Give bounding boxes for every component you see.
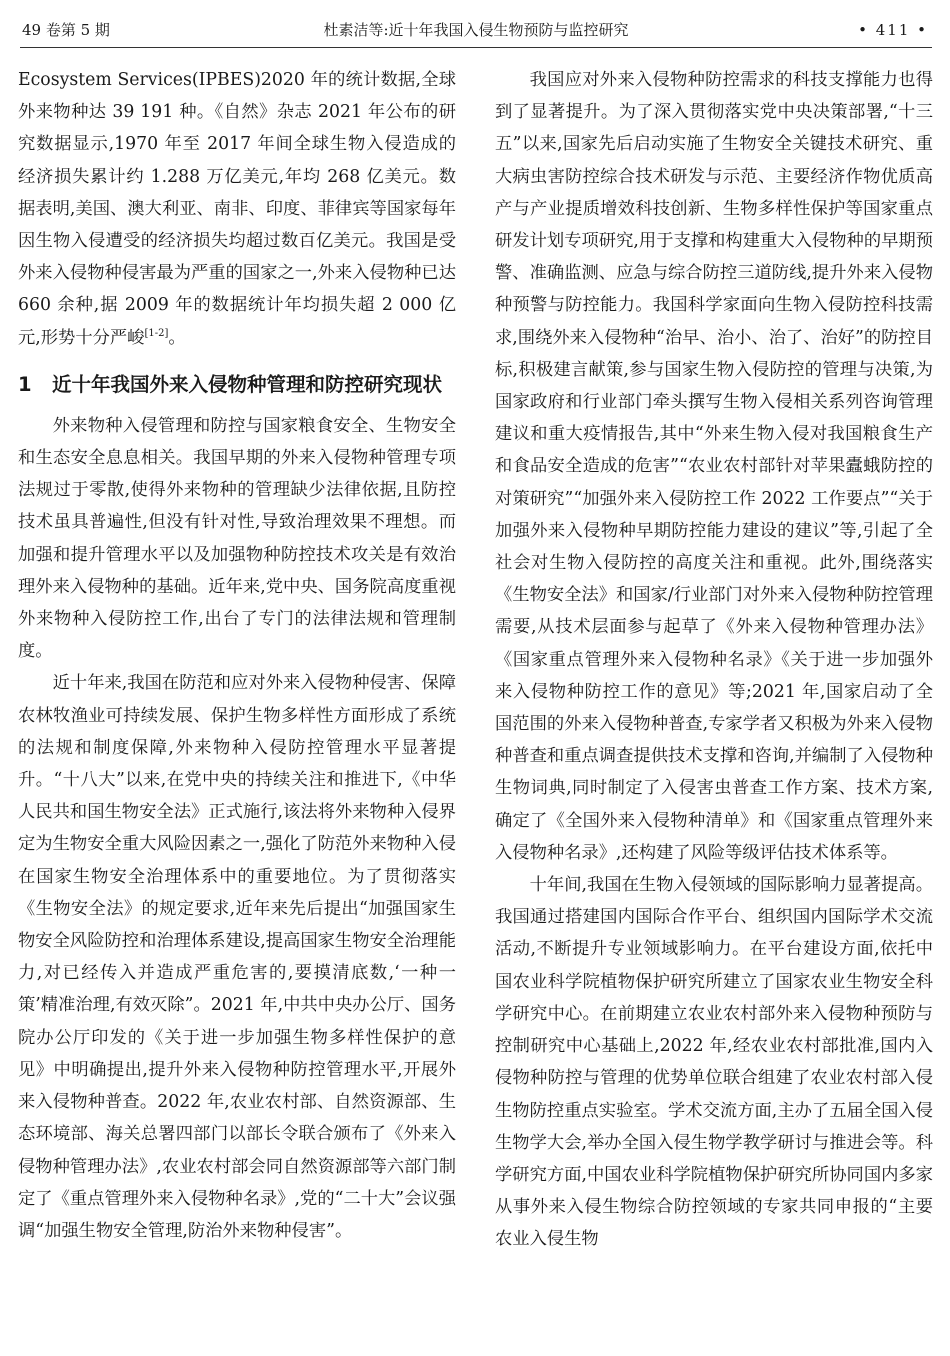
paragraph: 近十年来,我国在防范和应对外来入侵物种侵害、保障农林牧渔业可持续发展、保护生物多样性方面形成了系统的法规和制度保障,外来物种入侵防控管理水平显著提升。“十八大”以来,在党中央的持续关注和推进下,《中华人民共和国生物安全法》正式施行,该法将外来物种入侵界定为生物安全重大风险因素之一,强化了防范外来物种入侵在国家生物安全治理体系中的重要地位。为了贯彻落实《生物安全法》的规定要求,近年来先后提出“加强国家生物安全风险防控和治理体系建设,提高国家生物安全治理能力,对已经传入并造成严重危害的,要摸清底数,‘一种一策’精准治理,有效灭除”。2021 年,中共中央办公厅、国务院办公厅印发的《关于进一步加强生物多样性保护的意见》中明确提出,提升外来入侵物种防控管理水平,开展外来入侵物种普查。2022 年,农业农村部、自然资源部、生态环境部、海关总署四部门以部长令联合颁布了《外来入侵物种管理办法》,农业农村部会同自然资源部等六部门制定了《重点管理外来入侵物种名录》,党的“二十大”会议强调“加强生物安全管理,防治外来物种侵害”。 xyxy=(18,673,456,1241)
section-number: 1 xyxy=(18,372,32,396)
right-column xyxy=(495,64,933,1349)
header-divider xyxy=(20,47,932,48)
paragraph: 外来物种入侵管理和防控与国家粮食安全、生物安全和生态安全息息相关。我国早期的外来入侵物种管理专项法规过于零散,使得外来物种的管理缺少法律依据,且防控技术虽具普遍性,但没有针对性,导致治理效果不理想。而加强和提升管理水平以及加强物种防控技术攻关是有效治理外来入侵物种的基础。近年来,党中央、国务院高度重视外来物种入侵防控工作,出台了专门的法律法规和管理制度。 xyxy=(18,415,456,662)
volume-issue: 49 卷第 5 期 xyxy=(22,21,110,39)
paragraph-end: 。 xyxy=(168,327,186,348)
left-column xyxy=(18,64,456,1349)
running-title: 杜素洁等:近十年我国入侵生物预防与监控研究 xyxy=(323,21,629,39)
paragraph: 十年间,我国在生物入侵领域的国际影响力显著提高。我国通过搭建国内国际合作平台、组织国内国际学术交流活动,不断提升专业领域影响力。在平台建设方面,依托中国农业科学院植物保护研究所建立了国家农业生物安全科学研究中心。在前期建立农业农村部外来入侵物种预防与控制研究中心基础上,2022 年,经农业农村部批准,国内入侵物种防控与管理的优势单位联合组建了农业农村部入侵生物防控重点实验室。学术交流方面,主办了五届全国入侵生物学大会,举办全国入侵生物学教学研讨与推进会等。科学研究方面,中国农业科学院植物保护研究所协同国内多家从事外来入侵生物综合防控领域的专家共同申报的“主要农业入侵生物 xyxy=(495,875,933,1250)
section-title: 近十年我国外来入侵物种管理和防控研究现状 xyxy=(52,372,443,396)
running-header xyxy=(20,14,932,46)
paragraph xyxy=(18,64,456,354)
paragraph-text: Ecosystem Services(IPBES)2020 年的统计数据,全球外来物种达 39 191 种。《自然》杂志 2021 年公布的研究数据显示,1970 年至 2017 年间全球生物入侵造成的经济损失累计约 1.288 万亿美元,年均 268 亿美元。数据表明,美国、澳大利亚、南非、印度、菲律宾等国家每年因生物入侵遭受的经济损失均超过数百亿美元。我国是受外来入侵物种侵害最为严重的国家之一,外来入侵物种已达 660 余种,据 2009 年的数据统计年均损失超 2 000 亿元,形势十分严峻 xyxy=(18,70,456,348)
paragraph: 我国应对外来入侵物种防控需求的科技支撑能力也得到了显著提升。为了深入贯彻落实党中央决策部署,“十三五”以来,国家先后启动实施了生物安全关键技术研究、重大病虫害防控综合技术研发与示范、主要经济作物优质高产与产业提质增效科技创新、生物多样性保护等国家重点研发计划专项研究,用于支撑和构建重大入侵物种的早期预警、准确监测、应急与综合防控三道防线,提升外来入侵物种预警与防控能力。我国科学家面向生物入侵防控科技需求,围绕外来入侵物种“治早、治小、治了、治好”的防控目标,积极建言献策,参与国家生物入侵防控的管理与决策,为国家政府和行业部门牵头撰写生物入侵相关系列咨询管理建议和重大疫情报告,其中“外来生物入侵对我国粮食生产和食品安全造成的危害”“农业农村部针对苹果蠹蛾防控的对策研究”“加强外来入侵防控工作 2022 工作要点”“关于加强外来入侵物种早期防控能力建设的建议”等,引起了全社会对生物入侵防控的高度关注和重视。此外,围绕落实《生物安全法》和国家/行业部门对外来入侵物种防控管理需要,从技术层面参与起草了《外来入侵物种管理办法》《国家重点管理外来入侵物种名录》《关于进一步加强外来入侵物种防控工作的意见》等;2021 年,国家启动了全国范围的外来入侵物种普查,专家学者又积极为外来入侵物种普查和重点调查提供技术支撑和咨询,并编制了入侵物种生物词典,同时制定了入侵害虫普查工作方案、技术方案,确定了《全国外来入侵物种清单》和《国家重点管理外来入侵物种名录》,还构建了风险等级评估技术体系等。 xyxy=(495,70,933,863)
section-heading xyxy=(18,367,456,402)
citation: [1-2] xyxy=(144,327,169,339)
page-number: • 411 • xyxy=(858,21,928,39)
